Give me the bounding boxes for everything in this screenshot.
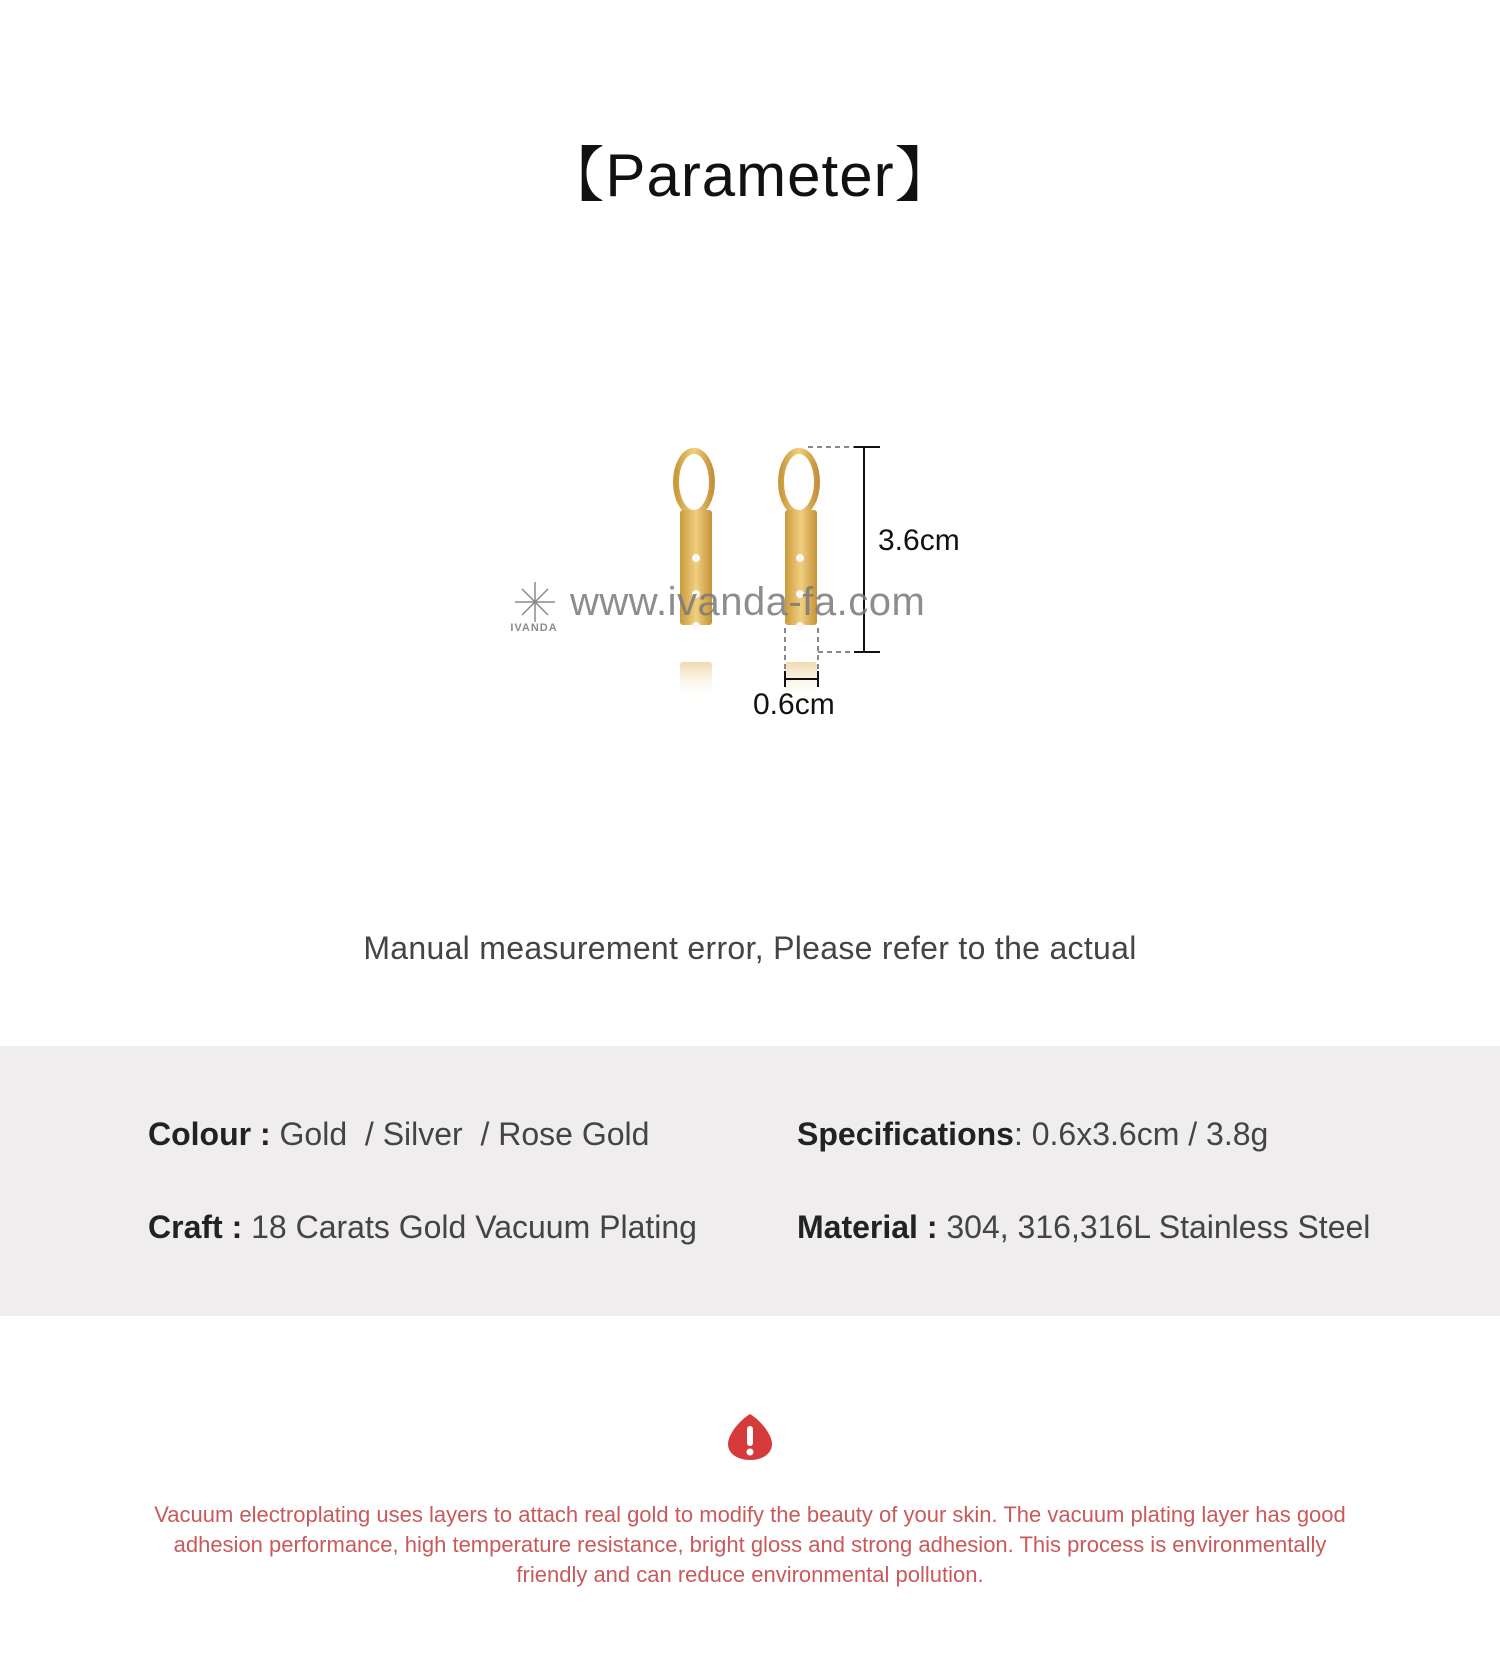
left-earring xyxy=(676,451,712,702)
spec-colour xyxy=(148,1116,649,1153)
width-label: 0.6cm xyxy=(753,688,835,721)
spec-colour-key: Colour : xyxy=(148,1116,271,1152)
spec-craft xyxy=(148,1209,697,1246)
plating-disclaimer: Vacuum electroplating uses layers to attach real gold to modify the beauty of your skin. The vacuum plating layer has good adhesion performance, high temperature resistance, bright gloss and strong adhesion. This process is environmentally friendly and can reduce environmental pollution. xyxy=(154,1502,1346,1587)
spec-specifications-key: Specifications xyxy=(797,1116,1014,1152)
height-label: 3.6cm xyxy=(878,524,960,557)
spec-material xyxy=(797,1209,1370,1246)
watermark: www.ivanda-fa.com xyxy=(570,580,926,624)
brand-logo xyxy=(508,582,560,634)
measurement-note: Manual measurement error, Please refer to the actual xyxy=(363,930,1137,966)
width-measure xyxy=(785,628,818,687)
spec-material-value: 304, 316,316L Stainless Steel xyxy=(937,1209,1371,1245)
brand-name: IVANDA xyxy=(510,622,558,634)
spec-specifications-value: : 0.6x3.6cm / 3.8g xyxy=(1013,1116,1269,1152)
product-image xyxy=(500,430,1000,730)
spec-material-key: Material : xyxy=(797,1209,938,1245)
page-title: 【Parameter】 xyxy=(544,142,956,209)
spec-craft-key: Craft : xyxy=(148,1209,243,1245)
spec-craft-value: 18 Carats Gold Vacuum Plating xyxy=(242,1209,697,1245)
spec-specifications xyxy=(797,1116,1268,1153)
right-earring xyxy=(781,451,817,702)
spec-panel xyxy=(0,1046,1500,1316)
spec-colour-value: Gold / Silver / Rose Gold xyxy=(270,1116,650,1152)
exclamation-icon xyxy=(726,1412,774,1462)
